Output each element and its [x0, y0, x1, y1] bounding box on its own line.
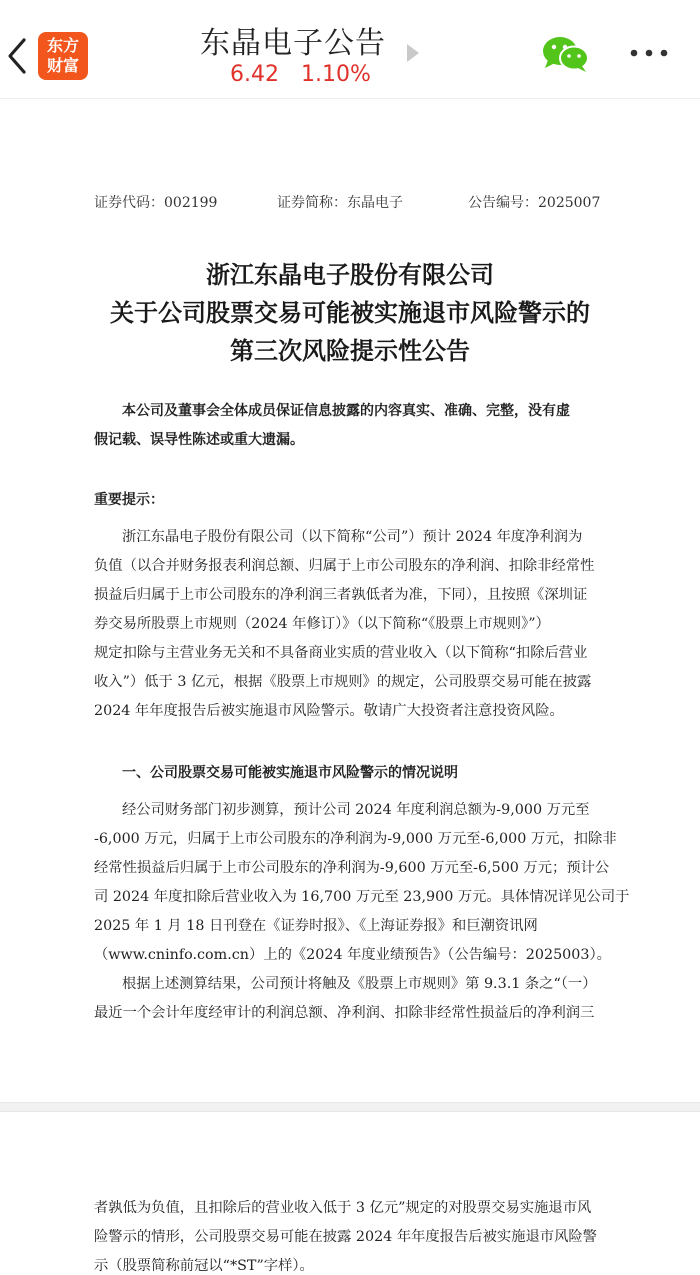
statement-line: 本公司及董事会全体成员保证信息披露的内容真实、准确、完整，没有虚: [122, 403, 570, 419]
security-short-name: 证券简称：东晶电子: [277, 195, 403, 211]
continued-line: 示（股票简称前冠以“*ST”字样）。: [94, 1258, 314, 1274]
important-line: 2024 年年度报告后被实施退市风险警示。敬请广大投资者注意投资风险。: [94, 703, 564, 719]
section-line: 经常性损益后归属于上市公司股东的净利润为-9,600 万元至-6,500 万元；预计公: [94, 860, 610, 876]
page-title: 东晶电子公告: [200, 26, 386, 61]
important-line: 规定扣除与主营业务无关和不具备商业实质的营业收入（以下简称“扣除后营业: [94, 645, 588, 661]
page-separator: [0, 1102, 700, 1112]
play-icon[interactable]: [407, 44, 419, 62]
important-line: 券交易所股票上市规则（2024 年修订）》（以下简称“《股票上市规则》”）: [94, 616, 550, 632]
doc-title-line: 浙江东晶电子股份有限公司: [206, 261, 494, 289]
statement-line: 假记载、误导性陈述或重大遗漏。: [94, 432, 304, 448]
important-line: 浙江东晶电子股份有限公司（以下简称“公司”）预计 2024 年度净利润为: [122, 529, 583, 545]
section-line: -6,000 万元，归属于上市公司股东的净利润为-9,000 万元至-6,000 万元，扣除非: [94, 831, 617, 847]
logo-text-line2: 财富: [46, 56, 79, 75]
section-line: （www.cninfo.com.cn）上的《2024 年度业绩预告》（公告编号：2025003）。: [94, 947, 611, 963]
back-arrow-icon[interactable]: [4, 36, 30, 76]
section-line: 最近一个会计年度经审计的利润总额、净利润、扣除非经常性损益后的净利润三: [94, 1005, 595, 1021]
wechat-icon[interactable]: [540, 34, 592, 74]
stock-price: 6.42: [230, 62, 279, 87]
security-code: 证券代码：002199: [94, 195, 218, 211]
section-heading: 一、公司股票交易可能被实施退市风险警示的情况说明: [122, 765, 458, 781]
section-line: 2025 年 1 月 18 日刊登在《证券时报》、《上海证券报》和巨潮资讯网: [94, 918, 538, 934]
section-line: 司 2024 年度扣除后营业收入为 16,700 万元至 23,900 万元。具体情况详见公司于: [94, 889, 630, 905]
doc-title-line: 关于公司股票交易可能被实施退市风险警示的: [110, 299, 590, 327]
important-heading: 重要提示：: [94, 492, 164, 508]
logo-text-line1: 东方: [46, 36, 79, 55]
important-line: 损益后归属于上市公司股东的净利润三者孰低者为准，下同），且按照《深圳证: [94, 587, 588, 603]
top-navigation-bar: [0, 0, 700, 99]
announcement-number: 公告编号：2025007: [468, 195, 601, 211]
more-icon[interactable]: [626, 38, 672, 68]
continued-line: 险警示的情形，公司股票交易可能在披露 2024 年年度报告后被实施退市风险警: [94, 1229, 597, 1245]
doc-title-line: 第三次风险提示性公告: [230, 337, 470, 365]
continued-line: 者孰低为负值，且扣除后的营业收入低于 3 亿元”规定的对股票交易实施退市风: [94, 1200, 592, 1216]
app-logo: [38, 32, 88, 80]
section-line: 根据上述测算结果，公司预计将触及《股票上市规则》第 9.3.1 条之“（一）: [122, 976, 597, 992]
important-line: 收入”）低于 3 亿元，根据《股票上市规则》的规定，公司股票交易可能在披露: [94, 674, 592, 690]
stock-quote: [230, 62, 393, 87]
stock-change-percent: 1.10%: [300, 62, 371, 87]
section-line: 经公司财务部门初步测算，预计公司 2024 年度利润总额为-9,000 万元至: [122, 802, 590, 818]
important-line: 负值（以合并财务报表利润总额、归属于上市公司股东的净利润、扣除非经常性: [94, 558, 595, 574]
